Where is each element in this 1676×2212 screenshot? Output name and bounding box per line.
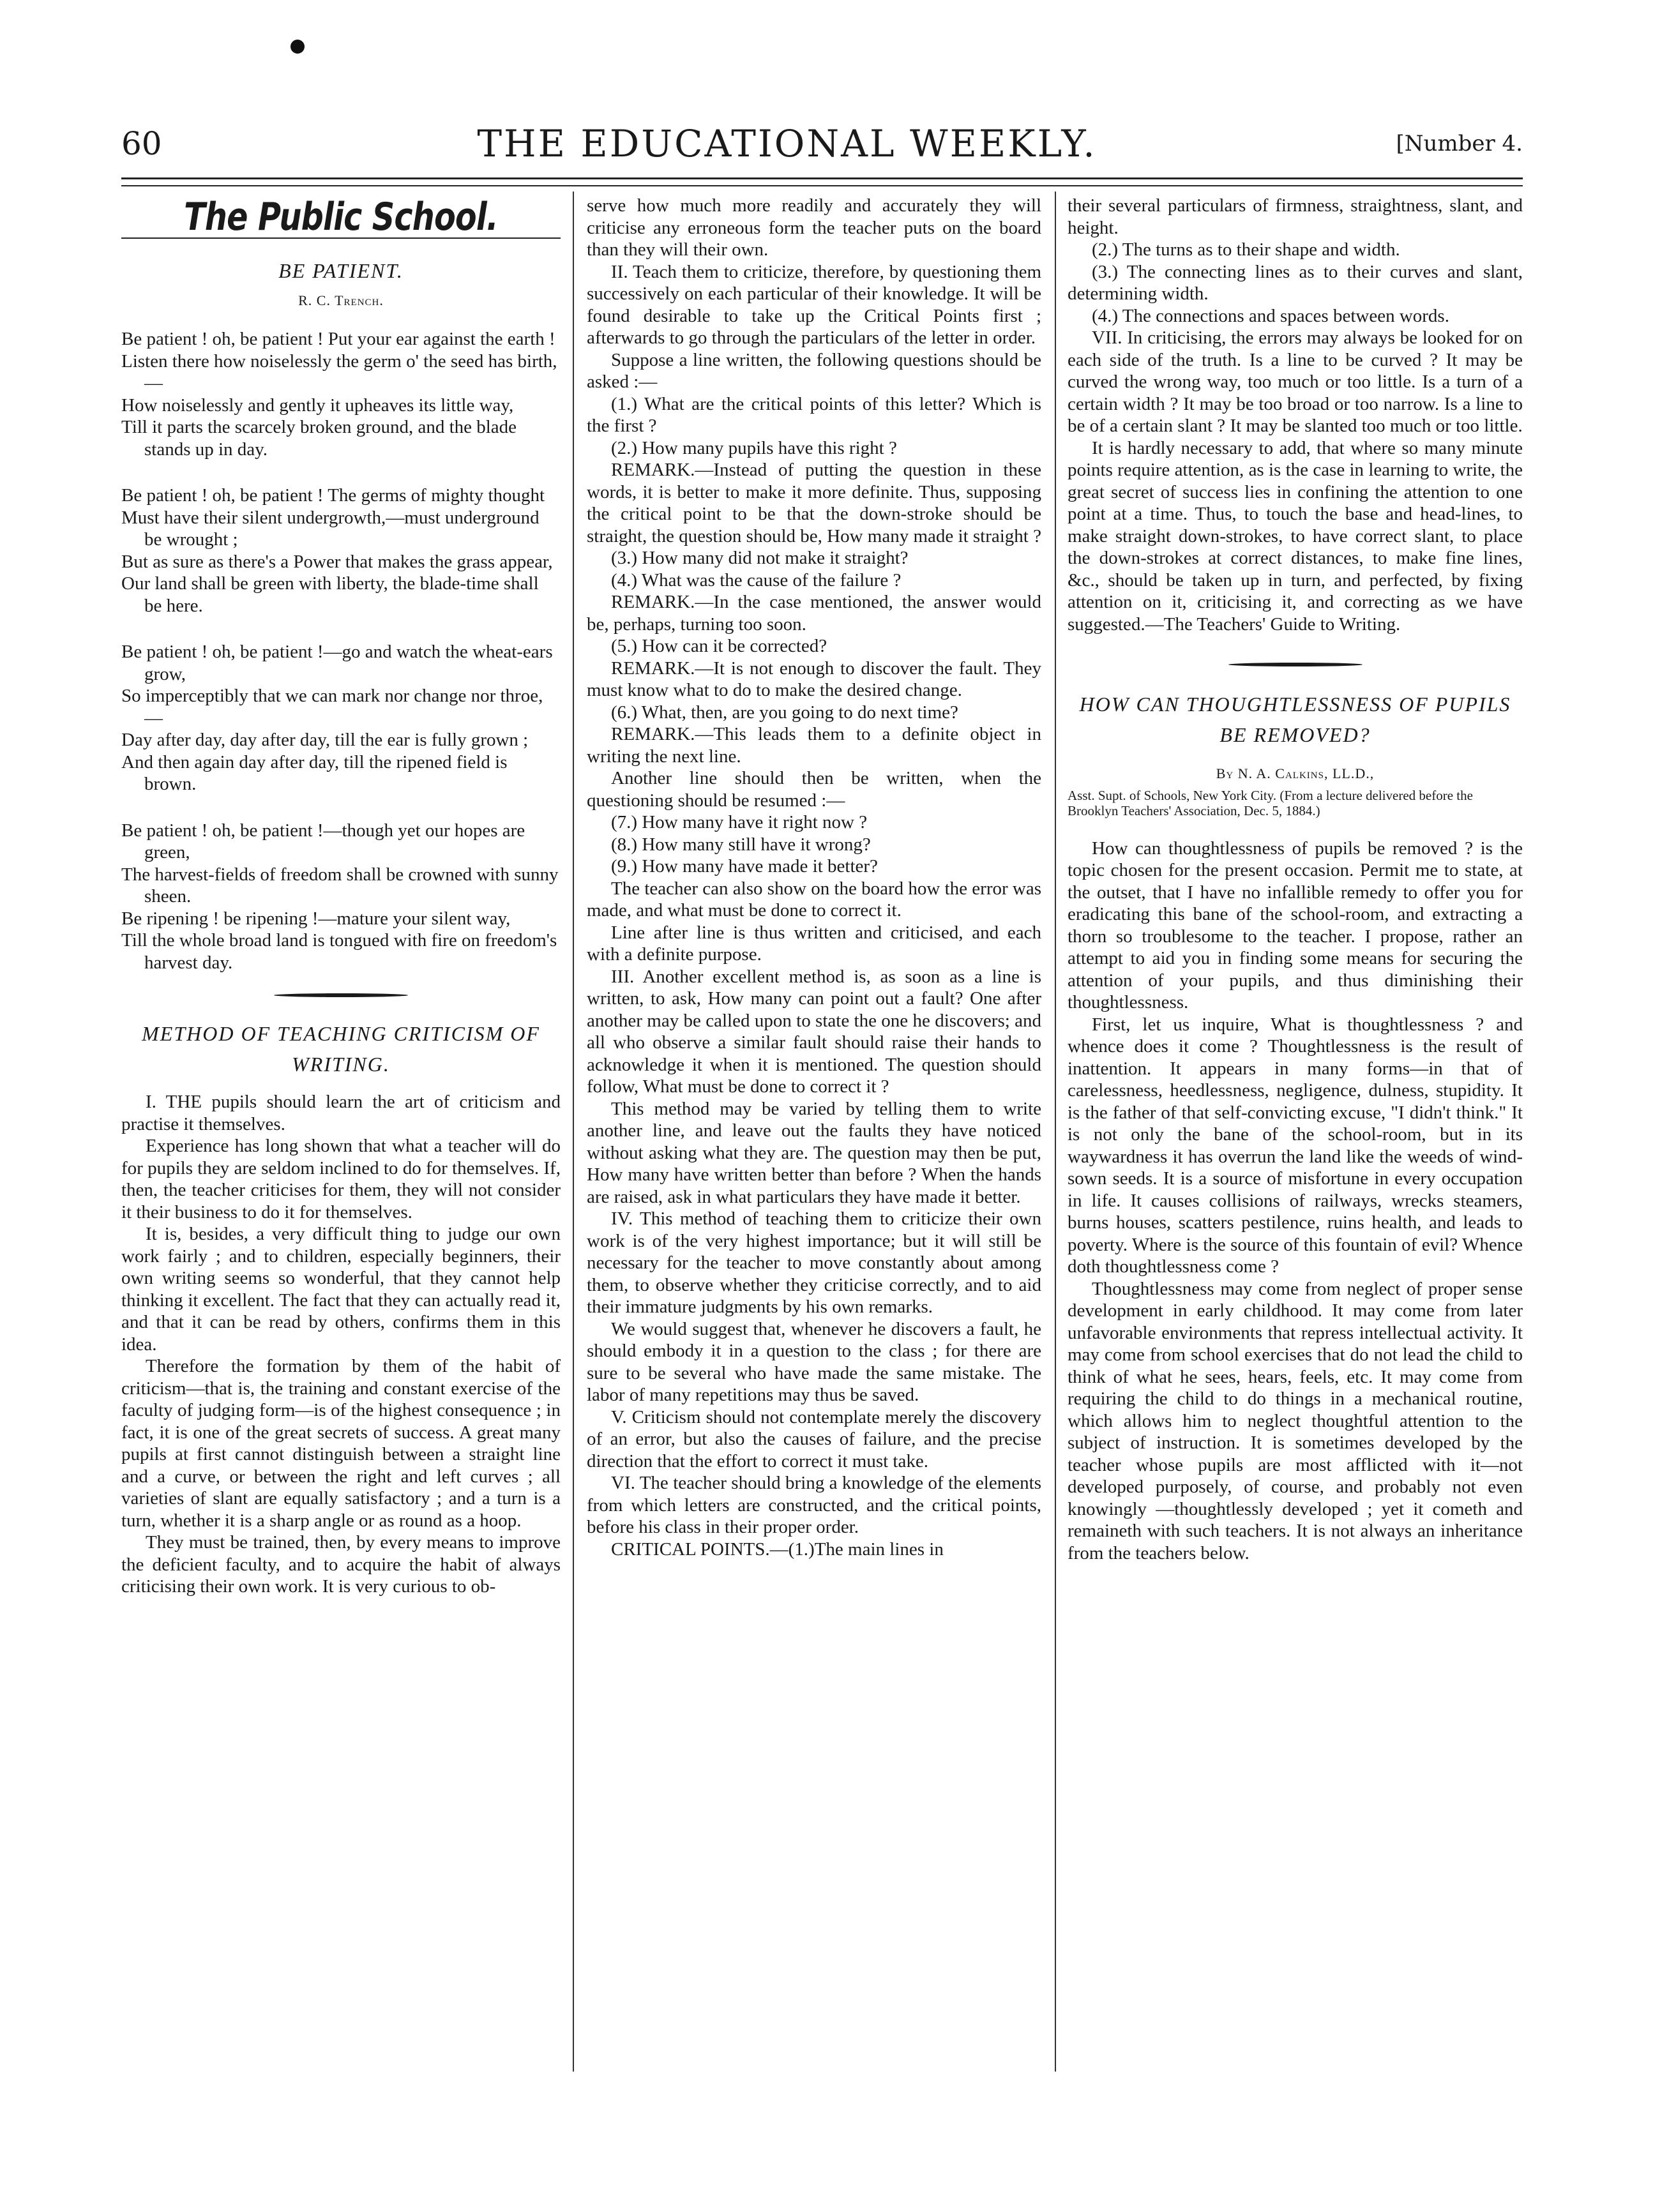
paragraph: First, let us inquire, What is thoughtlessness ? and whence does it come ? Thoughtlessness is the result of inattention. It appears in many forms—in that of carelessness, heedlessness, negligence, dulness, stupidity. It is the father of that self-convicting excuse, "I didn't think." It is not only the bane of the school-room, but in its waywardness it has overrun the land like the weeds of wind-sown seeds. It is a source of misfortune in every occupation in life. It causes collisions of railways, wrecks steamers, burns houses, scatters pestilence, ruins health, and leads to poverty. Where is the source of this fountain of evil? Whence doth thoughtlessness come ? — [1068, 1014, 1523, 1277]
masthead-rule-bottom — [121, 185, 1523, 186]
question: (7.) How many have it right now ? — [611, 812, 868, 832]
column-divider-1 — [573, 192, 574, 2072]
paragraph: Line after line is thus written and criticised, and each with a definite purpose. — [587, 922, 1041, 965]
ornament-divider — [1068, 652, 1523, 677]
question: (3.) How many did not make it straight? — [611, 548, 909, 568]
poem-line: Be patient ! oh, be patient !—go and watch the wheat-ears grow, — [121, 642, 553, 684]
poem-line: Till the whole broad land is tongued with fire on freedom's harvest day. — [121, 930, 557, 973]
poem-line: Our land shall be green with liberty, the blade-time shall be here. — [121, 573, 539, 616]
poem-line: Be ripening ! be ripening !—mature your silent way, — [121, 908, 511, 929]
question: (1.) What are the critical points of this letter? Which is the first ? — [587, 393, 1041, 436]
column-3 — [1060, 195, 1523, 2072]
column-1 — [121, 195, 568, 2072]
masthead-rule-top — [121, 177, 1523, 179]
paragraph: It is, besides, a very difficult thing to judge our own work fairly ; and to children, especially beginners, their own writing seems so wonderful, that they cannot help thinking it excellent. The fact that they can actually read it, and that it can be read by others, confirms them in this idea. — [121, 1224, 561, 1355]
poem-line: Be patient ! oh, be patient ! The germs of mighty thought — [121, 485, 545, 506]
publication-title: THE EDUCATIONAL WEEKLY. — [477, 122, 1097, 165]
paragraph: VI. The teacher should bring a knowledge of the elements from which letters are constructed, and the critical points, before his class in their proper order. — [587, 1473, 1041, 1537]
paragraph: We would suggest that, whenever he discovers a fault, he should embody it in a question to the class ; for there are sure to be several who have made the same mistake. The labor of many repetitions may thus be saved. — [587, 1318, 1041, 1405]
stanza — [121, 328, 561, 460]
poem-line: Listen there how noiselessly the germ o' the seed has birth,— — [121, 350, 557, 393]
poem-title: BE PATIENT. — [278, 259, 404, 282]
question: (5.) How can it be corrected? — [611, 636, 827, 656]
poem-author: R. C. Trench. — [298, 292, 384, 308]
paragraph: I. THE pupils should learn the art of criticism and practise it themselves. — [121, 1092, 561, 1134]
paragraph: VII. In criticising, the errors may always be looked for on each side of the truth. Is a line to be curved ? It may be curved the wrong way, too much or too little. Is a turn of a certain width ? It may be too broad or too narrow. Is a line to be of a certain slant ? It may be slanted too much or too little. — [1068, 327, 1523, 436]
poem-line: Day after day, day after day, till the ear is fully grown ; — [121, 730, 529, 750]
poem-line: How noiselessly and gently it upheaves its little way, — [121, 395, 514, 416]
paragraph: II. Teach them to criticize, therefore, by questioning them successively on each particular of their knowledge. It will be found desirable to take up the Critical Points first ; afterwards to go through the particulars of the letter in order. — [587, 261, 1041, 348]
paragraph: serve how much more readily and accurately they will criticise any erroneous form the teacher puts on the board than they will their own. — [587, 195, 1041, 260]
poem-line: But as sure as there's a Power that makes the grass appear, — [121, 551, 553, 572]
poem-line: And then again day after day, till the ripened field is brown. — [121, 751, 508, 794]
stanza — [121, 485, 561, 617]
paragraph: It is hardly necessary to add, that where so many minute points require attention, as is the case in learning to write, the great secret of success lies in confining the attention to one point at a time. Thus, to touch the base and head-lines, to make straight down-strokes, to have correct slant, to place the down-strokes at correct distances, to make fine lines, &c., should be taken up in turn, and perfected, by fixing attention on it, criticising it, and correcting as we have suggested.—The Teachers' Guide to Writing. — [1068, 437, 1523, 635]
question: (4.) The connections and spaces between words. — [1092, 305, 1449, 326]
paragraph: Experience has long shown that what a teacher will do for pupils they are seldom inclined to do for themselves. If, then, the teacher criticises for them, they will not consider it their business to do it for themselves. — [121, 1136, 561, 1223]
paragraph: They must be trained, then, by every means to improve the deficient faculty, and to acquire the habit of always criticising their own work. It is very curious to ob- — [121, 1532, 561, 1597]
question: (9.) How many have made it better? — [611, 856, 878, 877]
poem-line: So imperceptibly that we can mark nor change nor throe,— — [121, 686, 543, 728]
ink-spot — [291, 40, 305, 54]
question: (6.) What, then, are you going to do next time? — [611, 702, 958, 723]
paragraph: IV. This method of teaching them to criticize their own work is of the very highest importance; but it will still be necessary for the teacher to move constantly about among them, to observe whether they criticise correctly, and to aid their immature judgments by his own remarks. — [587, 1208, 1041, 1317]
paragraph: Suppose a line written, the following questions should be asked :— — [587, 349, 1041, 392]
question: (3.) The connecting lines as to their curves and slant, determining width. — [1068, 261, 1523, 304]
paragraph: The teacher can also show on the board how the error was made, and what must be done to correct it. — [587, 878, 1041, 921]
paragraph: How can thoughtlessness of pupils be removed ? is the topic chosen for the present occasion. Permit me to state, at the outset, that I have no infallible remedy to offer you for eradicating this bane of the school-room, and extracting a thorn so troublesome to the teacher. I propose, rather an attempt to aid you in finding some means for securing the attention of your pupils, and thus diminishing their thoughtlessness. — [1068, 838, 1523, 1012]
question: (8.) How many still have it wrong? — [611, 834, 871, 855]
stanza — [121, 820, 561, 974]
paragraph: Another line should then be written, when the questioning should be resumed :— — [587, 768, 1041, 811]
column-divider-2 — [1055, 192, 1056, 2072]
article-title: HOW CAN THOUGHTLESSNESS OF PUPILS BE REMOVED? — [1079, 693, 1511, 746]
question: (2.) How many pupils have this right ? — [611, 437, 897, 458]
article-author: By N. A. Calkins, LL.D., — [1216, 765, 1375, 781]
paragraph: III. Another excellent method is, as soon as a line is written, to ask, How many can point out a fault? One after another may be called upon to state the one he discovers; and all who observe a similar fault should raise their hands to acknowledge it when it is mentioned. The question should follow, What must be done to correct it ? — [587, 966, 1041, 1097]
remark: REMARK.—Instead of putting the question in these words, it is better to make it more definite. Thus, supposing the critical point to be that the down-stroke should be straight, the question should be, How many made it straight ? — [587, 460, 1041, 546]
paragraph: CRITICAL POINTS.—(1.)The main lines in — [611, 1539, 944, 1560]
paragraph: Thoughtlessness may come from neglect of proper sense development in early childhood. It may come from later unfavorable environments that repress intellectual activity. It may come from school exercises that do not lead the child to think of what he sees, hears, feels, etc. It may come from requiring the child to do things in a mechanical routine, which allows him to neglect thoughtful attention to the subject of instruction. It is sometimes developed by the teacher whose pupils are most afflicted with it—not developed purposely, of course, and probably not even knowingly —thoughtlessly developed ; yet it cometh and remaineth with such teachers. It is not always an inheritance from the teachers below. — [1068, 1278, 1523, 1563]
stanza — [121, 641, 561, 795]
page-number: 60 — [121, 125, 162, 162]
paragraph: their several particulars of firmness, straightness, slant, and height. — [1068, 195, 1523, 238]
poem-line: The harvest-fields of freedom shall be crowned with sunny sheen. — [121, 864, 559, 907]
poem-line: Must have their silent undergrowth,—must underground be wrought ; — [121, 507, 540, 550]
masthead — [121, 118, 1523, 169]
question: (4.) What was the cause of the failure ? — [611, 569, 902, 591]
remark: REMARK.—It is not enough to discover the fault. They must know what to do to make the desired change. — [587, 658, 1041, 700]
remark: REMARK.—This leads them to a definite object in writing the next line. — [587, 724, 1041, 767]
ornament-divider — [121, 982, 561, 1008]
section-title: The Public School. — [184, 195, 498, 239]
paragraph: Therefore the formation by them of the habit of criticism—that is, the training and constant exercise of the faculty of judging form—is of the highest consequence ; in fact, it is one of the great secrets of success. A great many pupils at first cannot distinguish between a straight line and a curve, or between the right and left curves ; all varieties of slant are equally satisfactory ; and a turn is a turn, whether it is a sharp angle or as round as a hoop. — [121, 1356, 561, 1531]
poem-line: Till it parts the scarcely broken ground, and the blade stands up in day. — [121, 417, 517, 460]
poem-line: Be patient ! oh, be patient ! Put your ear against the earth ! — [121, 329, 555, 349]
remark: REMARK.—In the case mentioned, the answer would be, perhaps, turning too soon. — [587, 592, 1041, 635]
author-citation: Asst. Supt. of Schools, New York City. (From a lecture delivered before the Brooklyn Teachers' Association, Dec. 5, 1884.) — [1068, 787, 1473, 818]
article-title: METHOD OF TEACHING CRITICISM OF WRITING. — [142, 1022, 540, 1076]
column-2 — [578, 195, 1050, 2072]
poem-line: Be patient ! oh, be patient !—though yet our hopes are green, — [121, 820, 525, 862]
issue-number: [Number 4. — [1396, 131, 1523, 156]
paragraph: V. Criticism should not contemplate merely the discovery of an error, but also the causes of failure, and the precise direction that the effort to correct it must take. — [587, 1406, 1041, 1471]
paragraph: This method may be varied by telling them to write another line, and leave out the faults they have noticed without asking what they are. The question may then be put, How many have written better than before ? When the hands are raised, ask in what particulars they have made it better. — [587, 1098, 1041, 1207]
question: (2.) The turns as to their shape and width. — [1092, 239, 1400, 260]
poem-body — [121, 328, 561, 974]
